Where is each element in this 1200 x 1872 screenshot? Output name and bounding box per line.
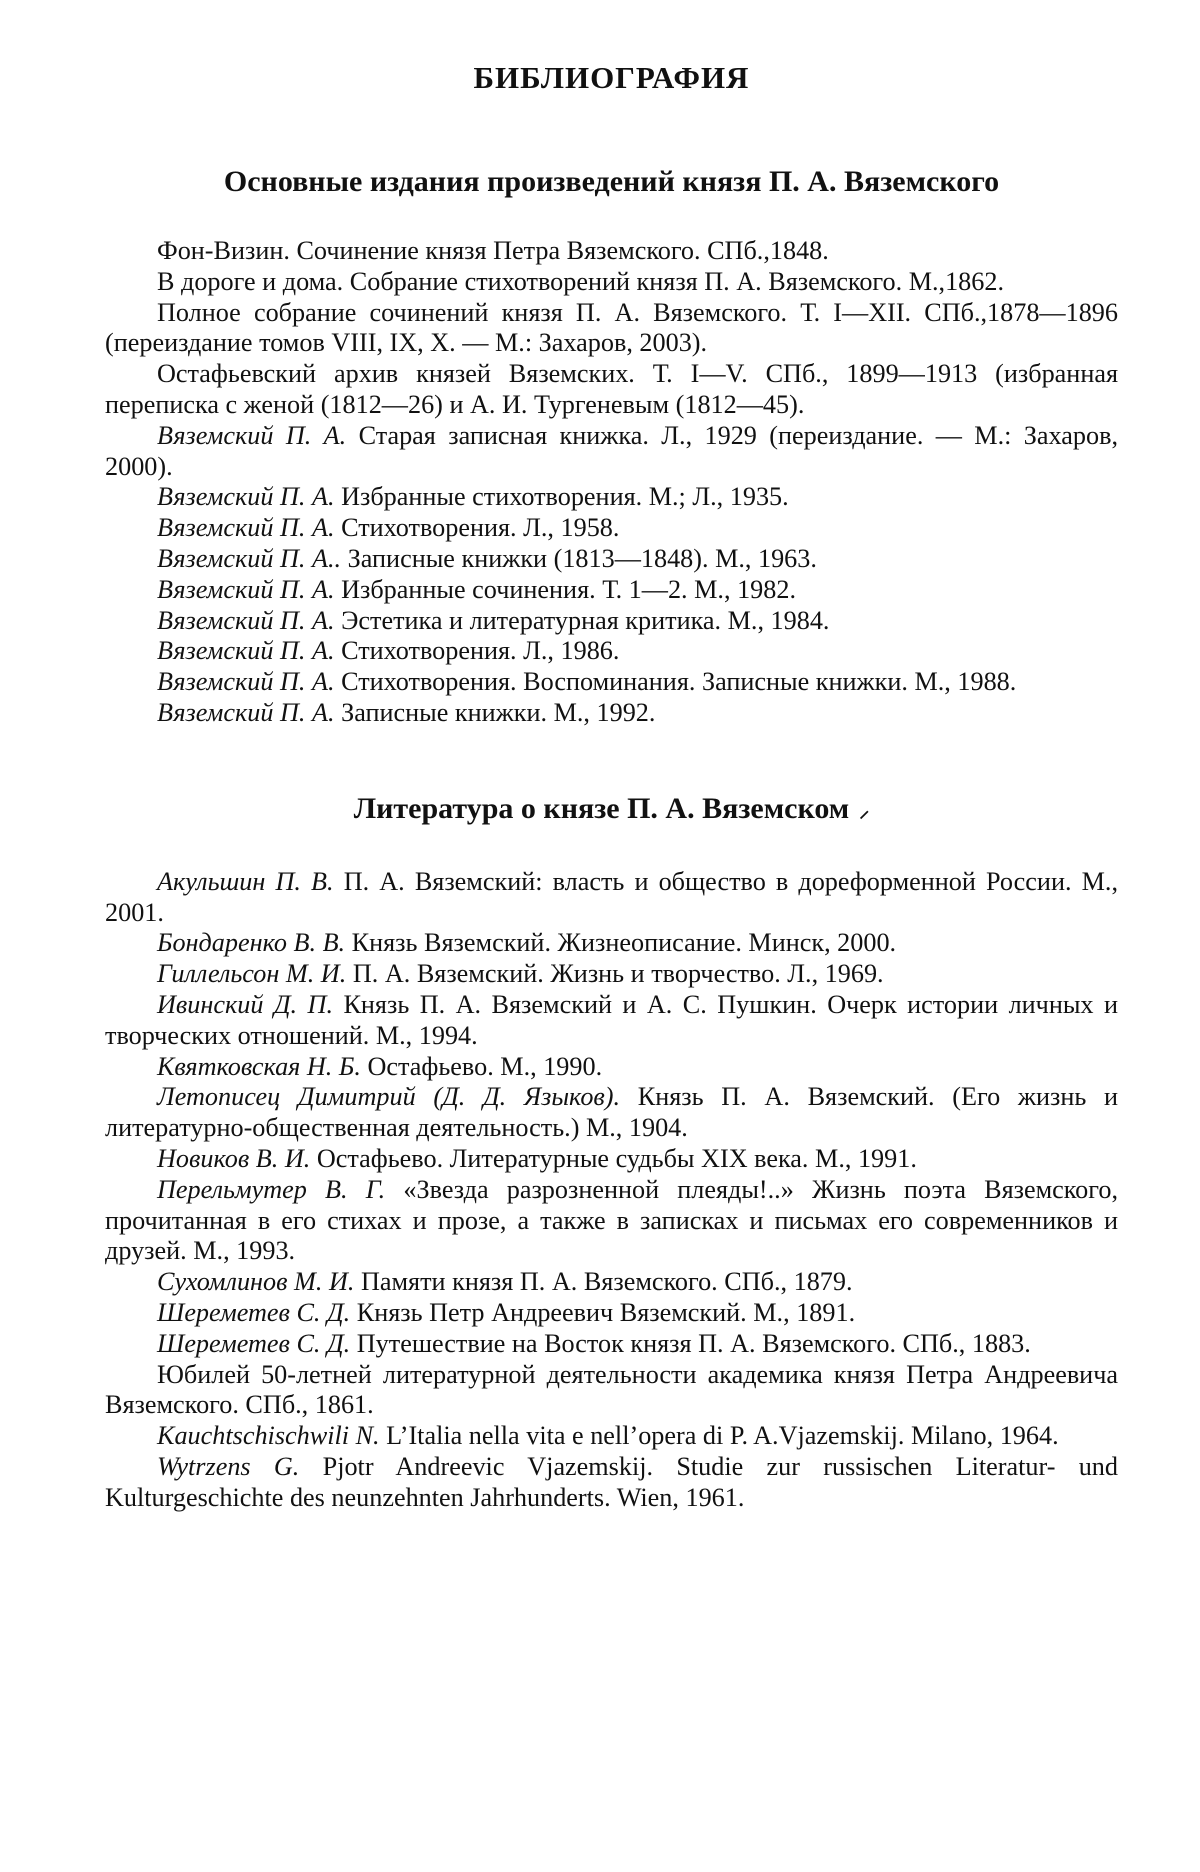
entry-author: Вяземский П. А. [157, 574, 335, 604]
entry-text: Князь П. А. Вяземский. (Его жизнь и литературно-общественная деятельность.) М., 1904. [105, 1082, 1118, 1143]
entry-text: Фон-Визин. Сочинение князя Петра Вяземского. СПб.,1848. [157, 236, 829, 265]
entry-text: Записные книжки (1813—1848). М., 1963. [347, 543, 817, 573]
bibliography-entry [105, 959, 1118, 990]
bibliography-entry [105, 698, 1118, 729]
entry-text: Старая записная книжка. Л., 1929 (переиздание. — М.: Захаров, 2000). [105, 420, 1118, 481]
entry-author: Гиллельсон М. И. [157, 959, 347, 989]
entry-text: Путешествие на Восток князя П. А. Вяземского. СПб., 1883. [356, 1328, 1031, 1358]
bibliography-entry [105, 1052, 1118, 1083]
entry-text: Полное собрание сочинений князя П. А. Вяземского. Т. I—XII. СПб.,1878—1896 (переиздание томов VIII, IX, X. — М.: Захаров, 2003). [105, 297, 1118, 358]
bibliography-entry [105, 606, 1118, 637]
entry-text: Князь Вяземский. Жизнеописание. Минск, 2000. [351, 928, 897, 958]
bibliography-entry [105, 267, 1118, 298]
entry-text: Стихотворения. Воспоминания. Записные книжки. М., 1988. [341, 667, 1017, 697]
section-title-literature [105, 787, 1118, 833]
entry-author: Бондаренко В. В. [157, 928, 346, 958]
entry-text: П. А. Вяземский: власть и общество в дореформенной России. М., 2001. [105, 866, 1118, 927]
entry-text: Стихотворения. Л., 1986. [341, 636, 620, 666]
entry-text: Стихотворения. Л., 1958. [341, 513, 620, 543]
entry-text: Избранные стихотворения. М.; Л., 1935. [341, 482, 789, 512]
entry-author: Ивинский Д. П. [157, 990, 333, 1020]
bibliography-entry [105, 636, 1118, 667]
entry-author: Вяземский П. А. [157, 605, 335, 635]
literature-list [105, 867, 1118, 1514]
entry-author: Сухомлинов М. И. [157, 1267, 355, 1297]
bibliography-entry [105, 359, 1118, 421]
entry-text: Остафьевский архив князей Вяземских. Т. I—V. СПб., 1899—1913 (избранная переписка с женой (1812—26) и А. И. Тургеневым (1812—45). [105, 359, 1118, 419]
entry-text: Остафьево. Литературные судьбы XIX века. М., 1991. [316, 1144, 917, 1174]
entry-author: Вяземский П. А. [157, 513, 335, 543]
bibliography-entry [105, 421, 1118, 483]
entry-author: Квятковская Н. Б. [157, 1051, 361, 1081]
bibliography-entry [105, 1267, 1118, 1298]
bibliography-entry [105, 544, 1118, 575]
bibliography-entry [105, 1360, 1118, 1422]
entry-text: Юбилей 50-летней литературной деятельности академика князя Петра Андреевича Вяземского. СПб., 1861. [105, 1359, 1118, 1420]
bibliography-entry [105, 1421, 1118, 1452]
section-title-text: Основные издания произведений князя П. А. Вяземского [223, 165, 1000, 198]
entry-author: Вяземский П. А. [157, 667, 335, 697]
entry-text: Записные книжки. М., 1992. [341, 697, 656, 727]
entry-text: «Звезда разрозненной плеяды!..» Жизнь поэта Вяземского, прочитанная в его стихах и прозе, а также в записках и письмах его современников и друзей. М., 1993. [105, 1174, 1119, 1266]
entry-text: П. А. Вяземский. Жизнь и творчество. Л., 1969. [352, 959, 884, 989]
bibliography-entry [105, 1144, 1118, 1175]
stray-mark: ⸝ [859, 799, 870, 822]
entry-text: Эстетика и литературная критика. М., 1984. [341, 605, 830, 635]
entry-author: Вяземский П. А. [157, 482, 335, 512]
bibliography-entry [105, 1082, 1118, 1144]
entry-author: Вяземский П. А. [157, 697, 335, 727]
entry-author: Акульшин П. В. [157, 866, 334, 896]
bibliography-entry [105, 928, 1118, 959]
bibliography-entry [105, 575, 1118, 606]
entry-author: Wytrzens G. [157, 1452, 300, 1481]
editions-list [105, 236, 1118, 729]
entry-text: Pjotr Andreevic Vjazemskij. Studie zur russischen Literatur- und Kulturgeschichte des neunzehnten Jahrhunderts. Wien, 1961. [105, 1452, 1118, 1512]
entry-text: В дороге и дома. Собрание стихотворений князя П. А. Вяземского. М.,1862. [157, 266, 1004, 296]
entry-text: Избранные сочинения. Т. 1—2. М., 1982. [341, 574, 796, 604]
entry-author: Шереметев С. Д. [157, 1328, 351, 1358]
bibliography-entry [105, 667, 1118, 698]
entry-author: Kauchtschischwili N. [157, 1421, 380, 1451]
entry-author: Летописец Димитрий (Д. Д. Языков). [157, 1082, 621, 1112]
entry-author: Новиков В. И. [157, 1144, 311, 1174]
entry-text: Князь Петр Андреевич Вяземский. М., 1891. [356, 1298, 856, 1328]
bibliography-entry [105, 236, 1118, 267]
bibliography-entry [105, 298, 1118, 360]
bibliography-entry [105, 1298, 1118, 1329]
bibliography-entry [105, 1329, 1118, 1360]
entry-author: Вяземский П. А.. [157, 543, 342, 573]
entry-text: Памяти князя П. А. Вяземского. СПб., 1879. [360, 1267, 853, 1297]
entry-author: Вяземский П. А. [157, 420, 347, 450]
entry-author: Перельмутер В. Г. [157, 1174, 386, 1204]
bibliography-entry [105, 867, 1118, 929]
entry-author: Вяземский П. А. [157, 636, 335, 666]
bibliography-entry [105, 1175, 1118, 1267]
section-title-editions [105, 160, 1118, 204]
section-title-text: Литература о князе П. А. Вяземском [353, 791, 850, 825]
entry-author: Шереметев С. Д. [157, 1298, 351, 1328]
entry-text: L’Italia nella vita e nell’opera di P. A.Vjazemskij. Milano, 1964. [386, 1421, 1059, 1451]
bibliography-entry [105, 513, 1118, 544]
bibliography-entry [105, 1452, 1118, 1514]
entry-text: Остафьево. М., 1990. [367, 1051, 603, 1081]
bibliography-entry [105, 990, 1118, 1052]
entry-text: Князь П. А. Вяземский и А. С. Пушкин. Очерк истории личных и творческих отношений. М., 1994. [105, 990, 1118, 1050]
bibliography-entry [105, 482, 1118, 513]
bibliography-page [105, 40, 1118, 1514]
page-title: БИБЛИОГРАФИЯ [473, 60, 750, 95]
